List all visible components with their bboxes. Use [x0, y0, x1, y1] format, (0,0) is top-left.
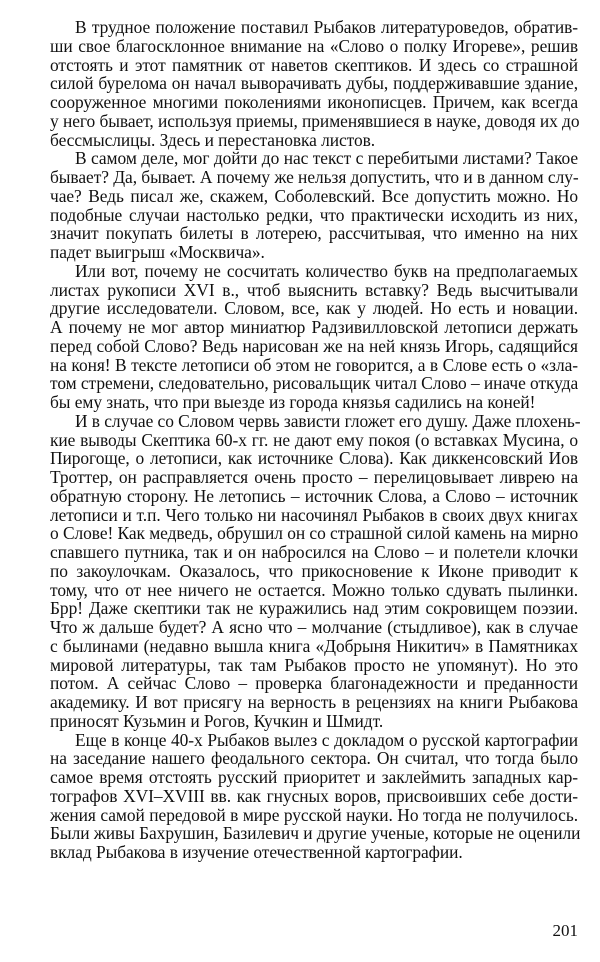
text-line: Троттер, он расправляется очень просто – перелицовывает ливрею на	[50, 467, 578, 487]
text-line: самое время отстоять русский приоритет и заклеймить западных кар-	[50, 767, 578, 787]
text-line: жения самой передовой в мире русской науки. Но тогда не получилось.	[50, 804, 578, 825]
text-line: бы ему знать, что при выезде из города князья садились на коней!	[50, 392, 536, 412]
text-line: у него бывает, используя приемы, применявшиеся в науке, доводя их до	[50, 110, 580, 131]
paragraph-2	[25, 149, 578, 262]
text-line: потом. А сейчас Слово – проверка благонадежности и преданности	[50, 673, 578, 694]
text-line: вклад Рыбакова в изучение отечественной картографии.	[50, 842, 463, 862]
text-line: на заседание нашего феодального сектора. Он считал, что тогда было	[50, 748, 578, 769]
text-line: мировой литературы, так там Рыбаков просто не упомянут). Но это	[50, 654, 578, 675]
paragraph-3	[25, 262, 578, 412]
text-line: летописи и т.п. Чего только ни насочинял Рыбаков в своих двух книгах	[50, 504, 578, 525]
text-line: том стремени, следовательно, рисовальщик читал Слово – иначе откуда	[50, 373, 579, 394]
text-line: отстоять и этот памятник от наветов скептиков. И здесь со страшной	[50, 54, 578, 75]
paragraph-1	[25, 18, 578, 149]
text-line: приносят Кузьмин и Рогов, Кучкин и Шмидт.	[50, 710, 384, 731]
text-line: с былинами (недавно вышла книга «Добрыня Никитич» в Памятниках	[50, 635, 578, 656]
text-line: тому, что от нее ничего не остается. Можно только сдувать пылинки.	[50, 579, 578, 600]
text-line: по закоулочкам. Оказалось, что прикосновение к Иконе приводит к	[50, 560, 578, 581]
text-line: силой бурелома он начал выворачивать дубы, поддерживавшие здание,	[50, 73, 578, 94]
paragraph-4	[25, 410, 581, 731]
text-line: значит покупать билеты в лотерею, рассчитывая, что именно на них	[50, 223, 578, 244]
text-line: чае? Ведь писал же, скажем, Соболевский. Все допустить можно. Но	[50, 185, 578, 206]
text-line: А почему не мог автор миниатюр Радзивилловской летописи держать	[50, 317, 578, 337]
text-line: академику. И вот присягу на верность в рецензиях на книги Рыбакова	[50, 692, 578, 712]
text-line: Еще в конце 40-х Рыбаков вылез с докладом о русской картографии	[75, 729, 578, 750]
page-number: 201	[552, 921, 578, 940]
text-line: падет выигрыш «Москвича».	[50, 242, 265, 262]
text-line: И в случае со Словом червь зависти гложет его душу. Даже плохень-	[75, 410, 581, 431]
text-line: обратную сторону. Не летопись – источник Слова, а Слово – источник	[50, 485, 578, 506]
text-line: кие выводы Скептика 60-х гг. не дают ему покоя (о вставках Мусина, о	[50, 429, 578, 450]
text-line: ши свое благосклонное внимание на «Слово о полку Игореве», решив	[50, 35, 578, 56]
text-line: подобные случаи настолько редки, что практически исходить из них,	[50, 204, 578, 225]
text-line: спавшего путника, так и он набросился на Слово – и полетели клочки	[50, 542, 578, 562]
text-line: Что ж дальше будет? А ясно что – молчание (стыдливое), как в случае	[50, 617, 578, 637]
text-line: перед собой Слово? Ведь нарисован же на ней князь Игорь, садящийся	[50, 335, 578, 356]
text-line: тографов XVI–XVIII вв. как гнусных воров, присвоивших себе дости-	[50, 785, 578, 806]
text-line: Или вот, почему не сосчитать количество букв на предполагаемых	[75, 260, 578, 281]
text-line: о Слове! Как медведь, обрушил он со страшной силой камень на мирно	[50, 523, 579, 544]
text-line: листах рукописи XVI в., чтоб выяснить вставку? Ведь высчитывали	[50, 279, 578, 300]
text-line: бессмыслицы. Здесь и перестановка листов.	[50, 129, 376, 150]
text-line: Были живы Бахрушин, Базилевич и другие ученые, которые не оценили	[50, 823, 581, 844]
text-line: В самом деле, мог дойти до нас текст с перебитыми листами? Такое	[75, 148, 578, 169]
text-line: на коня! В тексте летописи об этом не говорится, а в Слове есть о «зла-	[50, 354, 578, 375]
text-line: сооруженное многими поколениями иконописцев. Причем, как всегда	[50, 92, 578, 112]
text-line: другие исследователи. Словом, все, как у людей. Но есть и новации.	[50, 298, 578, 319]
paragraph-5	[25, 729, 581, 862]
text-line: В трудное положение поставил Рыбаков литературоведов, обратив-	[75, 17, 578, 37]
text-line: бывает? Да, бывает. А почему же нельзя допустить, что и в данном слу-	[50, 167, 579, 187]
page-body	[25, 17, 581, 862]
text-line: Пирогоще, о летописи, как источнике Слова). Как диккенсовский Иов	[50, 448, 578, 469]
text-line: Брр! Даже скептики так не куражились над этим сокровищем поэзии.	[50, 598, 578, 619]
